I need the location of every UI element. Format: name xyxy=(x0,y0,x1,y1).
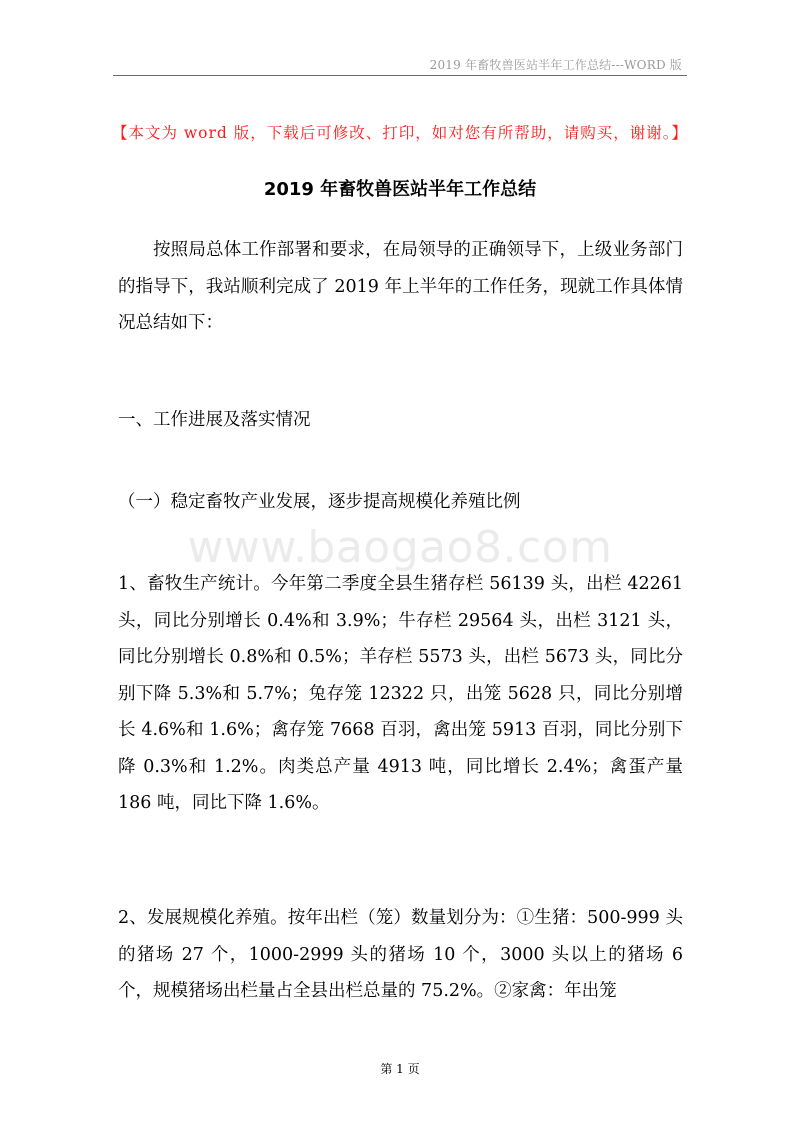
section-heading-1: 一、工作进展及落实情况 xyxy=(118,410,311,430)
document-title: 2019 年畜牧兽医站半年工作总结 xyxy=(263,179,537,200)
paragraph-item-1: 1、畜牧生产统计。今年第二季度全县生猪存栏 56139 头，出栏 42261 头，同比分别增长 0.4%和 3.9%；牛存栏 29564 头，出栏 3121 头，同比分别增长 0.8%和 0.5%；羊存栏 5573 头，出栏 5673 头，同比分别下降 5.3%和 5.7%；兔存笼 12322 只，出笼 5628 只，同比分别增长 4.6%和 1.6%；禽存笼 7668 百羽，禽出笼 5913 百羽，同比分别下降 0.3%和 1.2%。肉类总产量 4913 吨，同比增长 2.4%；禽蛋产量 186 吨，同比下降 1.6%。 xyxy=(118,574,683,813)
paragraph-item-2: 2、发展规模化养殖。按年出栏（笼）数量划分为：①生猪：500-999 头的猪场 27 个，1000-2999 头的猪场 10 个，3000 头以上的猪场 6 个，规模猪场出栏量占全县出栏总量的 75.2%。②家禽：年出笼 xyxy=(118,908,683,1001)
download-notice: 【本文为 word 版，下载后可修改、打印，如对您有所帮助，请购买，谢谢。】 xyxy=(111,124,689,142)
running-header: 2019 年畜牧兽医站半年工作总结---WORD 版 xyxy=(429,58,682,72)
watermark: www.baogao8.com xyxy=(187,522,613,573)
page-number: 第 1 页 xyxy=(380,1062,420,1076)
header-divider xyxy=(113,75,687,76)
subsection-heading-1: （一）稳定畜牧产业发展，逐步提高规模化养殖比例 xyxy=(118,492,521,512)
intro-paragraph: 按照局总体工作部署和要求，在局领导的正确领导下，上级业务部门的指导下，我站顺利完成了 2019 年上半年的工作任务，现就工作具体情况总结如下： xyxy=(118,240,683,333)
